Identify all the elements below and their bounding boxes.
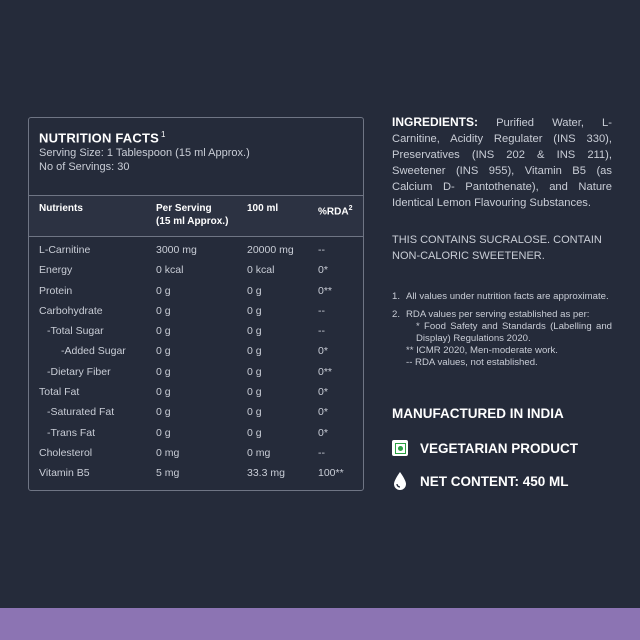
rda-value: 100** bbox=[318, 467, 344, 480]
per-serving-value: 0 g bbox=[156, 365, 171, 378]
rda-value: 0* bbox=[318, 406, 328, 419]
nutrient-name: -Total Sugar bbox=[47, 325, 104, 338]
table-row bbox=[29, 321, 363, 341]
nutrient-name: Total Fat bbox=[39, 386, 80, 399]
per-serving-value: 0 kcal bbox=[156, 264, 184, 277]
nutrient-name: -Dietary Fiber bbox=[47, 365, 111, 378]
per-serving-value: 0 g bbox=[156, 345, 171, 358]
vegetarian-label: VEGETARIAN PRODUCT bbox=[420, 440, 579, 456]
per-100ml-value: 0 kcal bbox=[247, 264, 275, 277]
per-serving-value: 0 mg bbox=[156, 446, 180, 459]
nutrient-name: Carbohydrate bbox=[39, 304, 103, 317]
table-row bbox=[29, 341, 363, 361]
per-serving-value: 0 g bbox=[156, 406, 171, 419]
vegetarian-badge bbox=[392, 440, 612, 456]
per-serving-value: 0 g bbox=[156, 304, 171, 317]
table-row bbox=[29, 423, 363, 443]
nutrition-facts-panel bbox=[28, 117, 364, 491]
table-row bbox=[29, 260, 363, 280]
table-row bbox=[29, 362, 363, 382]
per-serving-value: 0 g bbox=[156, 426, 171, 439]
rda-value: -- bbox=[318, 304, 325, 317]
header-nutrients: Nutrients bbox=[39, 203, 83, 214]
bottom-color-band bbox=[0, 608, 640, 640]
per-100ml-value: 0 g bbox=[247, 345, 262, 358]
ingredients-label: INGREDIENTS: bbox=[392, 115, 479, 129]
rda-value: 0* bbox=[318, 426, 328, 439]
number-of-servings: No of Servings: 30 bbox=[39, 161, 130, 174]
nutrient-name: -Trans Fat bbox=[47, 426, 96, 439]
header-per-serving: Per Serving (15 ml Approx.) bbox=[156, 203, 229, 227]
rda-value: 0* bbox=[318, 264, 328, 277]
footnote-2 bbox=[392, 309, 612, 369]
nutrient-name: Cholesterol bbox=[39, 446, 93, 459]
nutrition-title: NUTRITION FACTS $^1$ bbox=[39, 130, 166, 146]
sucralose-warning: THIS CONTAINS SUCRALOSE. CONTAIN NON-CALORIC SWEETENER. bbox=[392, 234, 602, 262]
rda-value: 0** bbox=[318, 365, 333, 378]
rda-value: 0** bbox=[318, 284, 333, 297]
per-100ml-value: 20000 mg bbox=[247, 244, 294, 256]
per-serving-value: 3000 mg bbox=[156, 244, 197, 256]
nutrient-name: Vitamin B5 bbox=[39, 467, 90, 480]
ingredients-block bbox=[392, 114, 612, 211]
nutrient-name: Energy bbox=[39, 264, 73, 277]
table-row bbox=[29, 240, 363, 260]
table-header bbox=[29, 195, 363, 237]
rda-value: 0* bbox=[318, 345, 328, 358]
per-100ml-value: 0 g bbox=[247, 284, 262, 297]
header-rda: %RDA$^2$ bbox=[318, 205, 353, 218]
nutrient-name: L-Carnitine bbox=[39, 244, 91, 256]
ingredients-text: Purified Water, L-Carnitine, Acidity Regulater (INS 330), Preservatives (INS 202 & INS 211), Sweetener (INS 955), Vitamin B5 (as Calcium D- Pantothenate), and Nature Identical Lemon Flavouring Substances. bbox=[392, 117, 612, 209]
table-row bbox=[29, 443, 363, 463]
nutrient-name: Protein bbox=[39, 284, 73, 297]
footnote-text: All values under nutrition facts are approximate. bbox=[406, 291, 609, 302]
footnote-number: 2. bbox=[392, 309, 401, 320]
table-row bbox=[29, 281, 363, 301]
rda-value: 0* bbox=[318, 386, 328, 399]
water-drop-icon bbox=[392, 471, 408, 491]
rda-value: -- bbox=[318, 325, 325, 338]
per-100ml-value: 0 g bbox=[247, 426, 262, 439]
header-per-100ml: 100 ml bbox=[247, 203, 279, 214]
rda-value: -- bbox=[318, 244, 325, 256]
per-serving-value: 0 g bbox=[156, 325, 171, 338]
footnotes bbox=[392, 291, 612, 375]
footnote-text: RDA values per serving established as per: bbox=[406, 309, 590, 320]
table-row bbox=[29, 301, 363, 321]
nutrient-name: -Saturated Fat bbox=[47, 406, 115, 419]
footnote-icmr: ** ICMR 2020, Men-moderate work. bbox=[406, 345, 558, 356]
vegetarian-mark-icon bbox=[392, 440, 408, 456]
per-100ml-value: 0 g bbox=[247, 304, 262, 317]
footnote-1 bbox=[392, 291, 612, 303]
per-100ml-value: 33.3 mg bbox=[247, 467, 285, 480]
table-row bbox=[29, 402, 363, 422]
serving-size: Serving Size: 1 Tablespoon (15 ml Approx.) bbox=[39, 147, 250, 160]
per-100ml-value: 0 g bbox=[247, 406, 262, 419]
per-100ml-value: 0 g bbox=[247, 325, 262, 338]
table-row bbox=[29, 463, 363, 483]
per-serving-value: 0 g bbox=[156, 386, 171, 399]
per-serving-value: 5 mg bbox=[156, 467, 180, 480]
net-content-badge bbox=[392, 471, 612, 491]
per-100ml-value: 0 g bbox=[247, 386, 262, 399]
nutrient-name: -Added Sugar bbox=[61, 345, 126, 358]
footnote-fssai: * Food Safety and Standards (Labelling and Display) Regulations 2020. bbox=[416, 321, 612, 344]
table-row bbox=[29, 382, 363, 402]
per-100ml-value: 0 g bbox=[247, 365, 262, 378]
rda-value: -- bbox=[318, 446, 325, 459]
nutrient-rows bbox=[29, 240, 363, 484]
footnote-not-established: -- RDA values, not established. bbox=[406, 357, 538, 368]
per-100ml-value: 0 mg bbox=[247, 446, 271, 459]
manufactured-in-india: MANUFACTURED IN INDIA bbox=[392, 406, 564, 421]
per-serving-value: 0 g bbox=[156, 284, 171, 297]
footnote-number: 1. bbox=[392, 291, 401, 302]
net-content-label: NET CONTENT: 450 ML bbox=[420, 473, 569, 489]
